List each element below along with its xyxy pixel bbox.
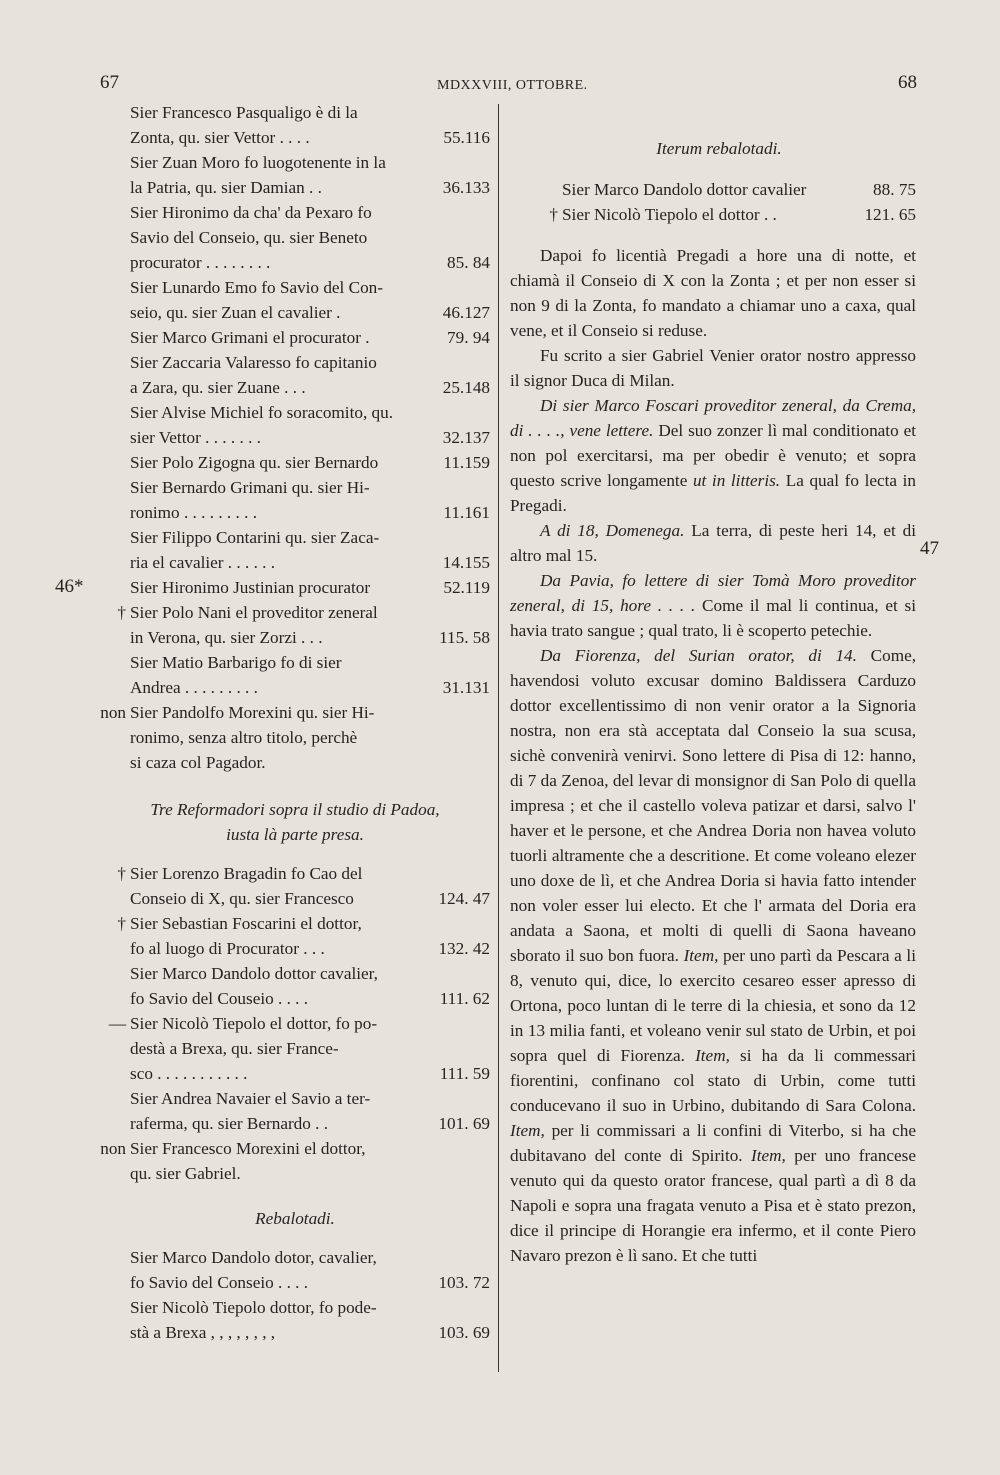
entry-marker: non [100, 703, 126, 722]
entry-text [130, 275, 490, 300]
entry-marker: † [549, 205, 558, 224]
entry-name: Sier Nicolò Tiepolo el dottor, fo po- [130, 1014, 378, 1033]
section-title-rebalotadi: Rebalotadi. [255, 1209, 335, 1228]
entry-name: Sier Sebastian Foscarini el dottor, [130, 914, 362, 933]
entry-text [130, 325, 490, 350]
list-line [88, 961, 490, 986]
entry-text [130, 961, 490, 986]
entry-text [130, 550, 490, 575]
entry-name: qu. sier Gabriel. [130, 1164, 241, 1183]
list-line [88, 150, 490, 175]
entry-name: stà a Brexa , , , , , , , , [130, 1323, 276, 1342]
left-column [88, 100, 490, 1345]
entry-name: Sier Nicolò Tiepolo el dottor . . [562, 205, 777, 224]
vote-count: 55.116 [443, 128, 490, 147]
entry-text [130, 450, 490, 475]
entry-name: Sier Marco Dandolo dottor cavalier, [130, 964, 378, 983]
entry-text [130, 1036, 490, 1061]
entry-name: Conseio di X, qu. sier Francesco [130, 889, 354, 908]
entry-name: procurator . . . . . . . . [130, 253, 271, 272]
entry-text [130, 525, 490, 550]
entry-text [130, 575, 490, 600]
list-line [88, 375, 490, 400]
election-list-2 [88, 861, 490, 1186]
entry-text [130, 375, 490, 400]
entry-name: si caza col Pagador. [130, 753, 266, 772]
list-line [88, 750, 490, 775]
election-list-iterum [510, 177, 916, 227]
list-line [88, 625, 490, 650]
entry-text [130, 986, 490, 1011]
list-line [88, 475, 490, 500]
entry-text [130, 650, 490, 675]
entry-text [130, 475, 490, 500]
running-header: MDXXVIII, OTTOBRE. [437, 78, 588, 93]
list-line [88, 1245, 490, 1270]
entry-name: fo Savio del Conseio . . . . [130, 1273, 309, 1292]
entry-text [130, 300, 490, 325]
entry-name: Sier Francesco Pasqualigo è di la [130, 103, 358, 122]
list-line [88, 1011, 490, 1036]
entry-name: Sier Polo Zigogna qu. sier Bernardo [130, 453, 379, 472]
vote-count: 79. 94 [447, 328, 490, 347]
entry-text [130, 1161, 490, 1186]
entry-text [130, 1245, 490, 1270]
paragraph-heading: Da Pavia, fo lettere di sier Tomà Moro proveditor zeneral, di 15, hore . . . . [510, 571, 916, 615]
entry-name: Sier Alvise Michiel fo soracomito, qu. [130, 403, 394, 422]
entry-text [130, 1270, 490, 1295]
list-line [510, 177, 916, 202]
list-line [88, 225, 490, 250]
entry-name: sier Vettor . . . . . . . [130, 428, 261, 447]
entry-text [130, 675, 490, 700]
entry-text [130, 250, 490, 275]
margin-number-right: 47 [920, 538, 939, 559]
list-line [88, 911, 490, 936]
entry-text [130, 1320, 490, 1345]
item-marker: Item, [695, 1046, 730, 1065]
vote-count: 103. 69 [438, 1323, 490, 1342]
list-line [88, 936, 490, 961]
entry-marker: † [117, 864, 126, 883]
entry-name: Sier Zaccaria Valaresso fo capitanio [130, 353, 377, 372]
list-line [88, 1036, 490, 1061]
election-list-1 [88, 100, 490, 775]
entry-name: destà a Brexa, qu. sier France- [130, 1039, 339, 1058]
list-line [88, 250, 490, 275]
entry-text [130, 500, 490, 525]
paragraph-text: si ha da li commessari fiorentini, confinano col stato di Urbin, come tutti conducevano il suo in Urbino, dubitando di Sara Colona. [510, 1046, 916, 1115]
vote-count: 103. 72 [438, 1273, 490, 1292]
entry-name: Sier Lorenzo Bragadin fo Cao del [130, 864, 363, 883]
vote-count: 124. 47 [438, 889, 490, 908]
entry-name: Sier Filippo Contarini qu. sier Zaca- [130, 528, 380, 547]
entry-text [130, 150, 490, 175]
vote-count: 31.131 [442, 678, 490, 697]
entry-name: Savio del Conseio, qu. sier Beneto [130, 228, 368, 247]
entry-name: ronimo . . . . . . . . . [130, 503, 257, 522]
list-line [88, 550, 490, 575]
entry-text [130, 1136, 490, 1161]
entry-marker [510, 177, 562, 202]
entry-text [130, 600, 490, 625]
entry-text [130, 725, 490, 750]
entry-name: seio, qu. sier Zuan el cavalier . [130, 303, 341, 322]
entry-name: Sier Andrea Navaier el Savio a ter- [130, 1089, 371, 1108]
list-line [88, 575, 490, 600]
entry-name: Sier Marco Grimani el procurator . [130, 328, 370, 347]
paragraph-text: Fu scrito a sier Gabriel Venier orator nostro appresso il signor Duca di Milan. [510, 346, 916, 390]
list-line [88, 275, 490, 300]
paragraph-heading: Da Fiorenza, del Surian orator, di 14. [540, 646, 857, 665]
entry-text [130, 225, 490, 250]
vote-count: 111. 59 [439, 1064, 490, 1083]
entry-text [130, 175, 490, 200]
list-line [88, 525, 490, 550]
paragraph-text: La terra, di peste heri 14, et di altro mal 15. [510, 521, 916, 565]
list-line [88, 325, 490, 350]
vote-count: 85. 84 [447, 253, 490, 272]
list-line [88, 300, 490, 325]
paragraph [510, 393, 916, 518]
entry-text [130, 1295, 490, 1320]
entry-name: Sier Marco Dandolo dottor cavalier [562, 180, 807, 199]
list-line [88, 500, 490, 525]
list-line [88, 425, 490, 450]
entry-text [130, 1061, 490, 1086]
entry-text [130, 100, 490, 125]
page-number-left: 67 [100, 72, 119, 93]
vote-count: 32.137 [442, 428, 490, 447]
page-number-right: 68 [898, 72, 917, 93]
vote-count: 132. 42 [438, 939, 490, 958]
entry-name: Andrea . . . . . . . . . [130, 678, 258, 697]
vote-count: 52.119 [443, 578, 490, 597]
list-line [88, 1061, 490, 1086]
entry-text [130, 861, 490, 886]
paragraph-heading: A di 18, Domenega. [540, 521, 685, 540]
entry-name: Sier Nicolò Tiepolo dottor, fo pode- [130, 1298, 377, 1317]
entry-name: ronimo, senza altro titolo, perchè [130, 728, 358, 747]
entry-name: ria el cavalier . . . . . . [130, 553, 276, 572]
vote-count: 111. 62 [439, 989, 490, 1008]
vote-count: 115. 58 [439, 628, 490, 647]
paragraph [510, 343, 916, 393]
entry-name: in Verona, qu. sier Zorzi . . . [130, 628, 323, 647]
entry-name: Sier Lunardo Emo fo Savio del Con- [130, 278, 383, 297]
entry-text [130, 700, 490, 725]
vote-count: 11.161 [443, 503, 490, 522]
list-line [88, 886, 490, 911]
paragraph-text: per uno francese venuto qui da questo orator francese, qual partì a dì 8 da Napoli e sopra una fragata venuto a Pisa et è stato prezon, dice il principe di Horangie era infermo, et il conte Piero Navaro prezon è lì sano. Et che tutti [510, 1146, 916, 1265]
right-column [510, 100, 916, 1268]
list-line [88, 1295, 490, 1320]
list-line [88, 861, 490, 886]
entry-text [130, 350, 490, 375]
entry-name: raferma, qu. sier Bernardo . . [130, 1114, 329, 1133]
entry-name: fo al luogo di Procurator . . . [130, 939, 325, 958]
entry-name: a Zara, qu. sier Zuane . . . [130, 378, 306, 397]
vote-count: 36.133 [442, 178, 490, 197]
vote-count: 11.159 [443, 453, 490, 472]
list-line [88, 725, 490, 750]
entry-name: Sier Francesco Morexini el dottor, [130, 1139, 366, 1158]
list-line [510, 202, 916, 227]
paragraph-text: Come il mal li continua, et si havia trato sangue ; qual trato, li è scoperto petechie. [510, 596, 916, 640]
entry-name: Sier Hironimo da cha' da Pexaro fo [130, 203, 372, 222]
entry-text [130, 125, 490, 150]
list-line [88, 1320, 490, 1345]
paragraph-text: La qual fo lecta in Pregadi. [510, 471, 917, 515]
vote-count: 101. 69 [438, 1114, 490, 1133]
entry-name: Zonta, qu. sier Vettor . . . . [130, 128, 310, 147]
vote-count: 14.155 [442, 553, 490, 572]
list-line [88, 450, 490, 475]
paragraph-text: Del suo zonzer lì mal conditionato et non pol exercitarsi, ma per obedir è venuto; et sopra questo scrive longamente [510, 421, 916, 490]
election-list-3 [88, 1245, 490, 1345]
entry-text [130, 200, 490, 225]
column-divider [498, 104, 499, 1372]
paragraph-latin: ut in litteris. [692, 471, 781, 490]
list-line [88, 600, 490, 625]
section-title-reformadori [88, 797, 490, 847]
entry-text [130, 750, 490, 775]
entry-name: Sier Hironimo Justinian procurator [130, 578, 371, 597]
entry-text [130, 400, 490, 425]
list-line [88, 986, 490, 1011]
entry-text [130, 425, 490, 450]
vote-count: 88. 75 [873, 180, 916, 199]
entry-name: Sier Matio Barbarigo fo di sier [130, 653, 342, 672]
entry-name: Sier Pandolfo Morexini qu. sier Hi- [130, 703, 375, 722]
list-line [88, 650, 490, 675]
vote-count: 46.127 [442, 303, 490, 322]
entry-text [130, 936, 490, 961]
entry-name: sco . . . . . . . . . . . [130, 1064, 248, 1083]
entry-text [130, 911, 490, 936]
list-line [88, 200, 490, 225]
entry-text [130, 625, 490, 650]
list-line [88, 1111, 490, 1136]
paragraph-text: per uno partì da Pescara a li 8, venuto qui, dice, lo exercito cesareo esser apresso di Ortona, poco luntan di le terre di la chiesia, et sono da 12 in 13 milia fanti, et voleano venir sul stato de Urbin, et poi sopra quel di Fiorenza. [510, 946, 916, 1065]
entry-text [130, 1111, 490, 1136]
vote-count: 121. 65 [864, 205, 916, 224]
item-marker: Item, [510, 1121, 545, 1140]
list-line [88, 175, 490, 200]
section-title-line: Tre Reformadori sopra il studio di Padoa, [150, 800, 440, 819]
list-line [88, 1270, 490, 1295]
entry-text [130, 1086, 490, 1111]
paragraph [510, 643, 916, 1268]
entry-marker: † [117, 914, 126, 933]
list-line [88, 1086, 490, 1111]
margin-number-left: 46* [55, 576, 84, 597]
paragraph-text: per li commissari a li confini di Viterbo, si ha che dubitavano del conte di Spirito. [510, 1121, 916, 1165]
paragraph-heading: Di sier Marco Foscari proveditor zeneral, da Crema, di . . . ., vene lettere. [510, 396, 916, 440]
list-line [88, 1161, 490, 1186]
paragraph [510, 568, 916, 643]
entry-name: Sier Zuan Moro fo luogotenente in la [130, 153, 386, 172]
entry-name: la Patria, qu. sier Damian . . [130, 178, 322, 197]
item-marker: Item, [751, 1146, 786, 1165]
paragraph [510, 518, 916, 568]
entry-name: Sier Marco Dandolo dotor, cavalier, [130, 1248, 377, 1267]
list-line [88, 400, 490, 425]
paragraph-text: Come, havendosi voluto excusar domino Baldissera Carduzo dottor excellentissimo di non venir orator a la Signoria nostra, non era stà acceptata dal Conseio la sua scusa, sichè convenirà venirvi. Sono lettere di Pisa di 12: hanno, di 7 da Zenoa, del levar di monsignor di San Polo di quella impresa ; et che il castello voleva patizar et darsi, salvo l' haver et le persone, et che Andrea Doria non havea voluto tuorli altramente che a descritione. Et come voleano elezer uno doxe de lì, et che Andrea Doria si havia fatto intender non voler esser lui electo. Et che l' armata del Doria era andata a Saona, et molti di quelli di Saona haveano sborato il suo bon fuora. [510, 646, 916, 965]
item-marker: Item, [683, 946, 719, 965]
vote-count: 25.148 [442, 378, 490, 397]
list-line [88, 350, 490, 375]
list-line [88, 675, 490, 700]
list-line [88, 700, 490, 725]
entry-marker: non [100, 1139, 126, 1158]
entry-name: Sier Polo Nani el proveditor zeneral [130, 603, 378, 622]
paragraph [510, 243, 916, 343]
entry-text [130, 886, 490, 911]
entry-name: Sier Bernardo Grimani qu. sier Hi- [130, 478, 370, 497]
paragraph-text: Dapoi fo licentià Pregadi a hore una di notte, et chiamà il Conseio di X con la Zonta ; et per non esser si non 9 di la Zonta, fo mandato a chiamar uno a caxa, qual vene, et il Conseio si reduse. [510, 246, 916, 340]
section-title-line: iusta là parte presa. [226, 825, 364, 844]
section-title-iterum: Iterum rebalotadi. [656, 139, 782, 158]
list-line [88, 1136, 490, 1161]
list-line [88, 100, 490, 125]
entry-text [130, 1011, 490, 1036]
entry-marker: — [108, 1014, 126, 1033]
entry-name: fo Savio del Couseio . . . . [130, 989, 309, 1008]
list-line [88, 125, 490, 150]
entry-marker: † [117, 603, 126, 622]
